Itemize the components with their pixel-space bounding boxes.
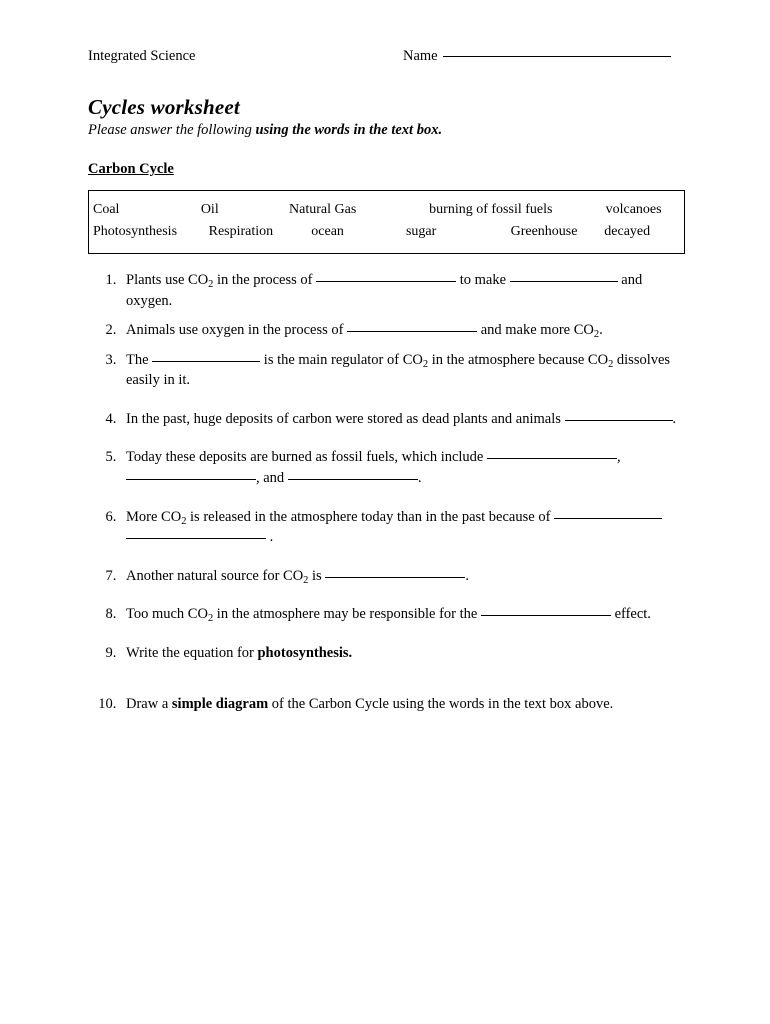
question-fragment: . — [465, 567, 469, 584]
question-fragment: and oxygen. — [126, 272, 643, 309]
instructions-plain: Please answer the following — [88, 122, 256, 138]
question-fragment: Draw a — [126, 695, 172, 712]
subscript: 2 — [608, 358, 614, 370]
question-text — [126, 645, 352, 661]
question-fragment: is released in the atmosphere today than in the past because of — [186, 508, 555, 525]
question-item-5 — [120, 447, 686, 488]
question-fragment: in the atmosphere may be responsible for the — [213, 606, 481, 623]
answer-blank[interactable] — [325, 577, 465, 578]
question-item-6 — [120, 507, 686, 548]
answer-blank[interactable] — [126, 538, 266, 539]
question-fragment: of the Carbon Cycle using the words in the text box above. — [268, 695, 614, 712]
subscript: 2 — [303, 574, 309, 586]
instructions-bold: using the words in the text box. — [255, 122, 443, 138]
answer-blank[interactable] — [510, 281, 618, 282]
subscript: 2 — [207, 613, 214, 625]
answer-blank[interactable] — [487, 458, 617, 459]
subscript: 2 — [422, 358, 429, 370]
question-text — [126, 411, 676, 427]
page-title: Cycles worksheet — [88, 95, 240, 119]
question-item-2 — [120, 320, 686, 341]
section-heading-carbon-cycle: Carbon Cycle — [88, 161, 174, 177]
question-fragment: effect. — [610, 606, 651, 623]
answer-blank[interactable] — [347, 331, 477, 332]
word-bank-item: burning of fossil fuels — [429, 202, 553, 217]
question-text — [126, 606, 651, 625]
word-bank-item: Greenhouse — [510, 224, 578, 239]
name-label: Name — [403, 48, 438, 64]
question-item-8 — [120, 604, 686, 625]
question-emphasis: photosynthesis. — [257, 644, 353, 661]
question-fragment: Animals use oxygen in the process of — [126, 322, 348, 339]
question-item-7 — [120, 566, 686, 587]
question-fragment: and make more CO — [477, 322, 594, 339]
subscript: 2 — [593, 329, 600, 341]
question-fragment: is the main regulator of CO — [260, 351, 423, 368]
question-fragment: is — [308, 567, 326, 584]
question-fragment: More CO — [126, 508, 182, 525]
word-bank-item: Photosynthesis — [93, 224, 178, 239]
word-bank-item: ocean — [311, 224, 344, 239]
subscript: 2 — [181, 515, 187, 527]
question-fragment: in the process of — [213, 272, 317, 288]
question-fragment: Write the equation for — [126, 644, 258, 661]
answer-blank[interactable] — [288, 479, 418, 480]
question-fragment: Too much CO — [126, 606, 208, 623]
question-fragment: , and — [256, 470, 288, 487]
question-fragment: Plants use CO — [126, 272, 209, 288]
question-fragment: to make — [456, 272, 510, 288]
answer-blank[interactable] — [481, 615, 611, 616]
question-text — [126, 352, 670, 389]
name-blank-line[interactable] — [443, 56, 671, 57]
question-text — [126, 322, 603, 341]
question-item-4 — [120, 409, 686, 430]
word-bank-item: decayed — [604, 224, 651, 239]
answer-blank[interactable] — [126, 479, 256, 480]
question-fragment: . — [417, 470, 422, 487]
word-bank-box — [88, 190, 685, 254]
word-bank-item: Respiration — [208, 224, 274, 239]
question-item-10 — [120, 694, 686, 715]
question-fragment: dissolves easily in it. — [126, 351, 671, 389]
question-item-9 — [120, 643, 686, 664]
question-list — [88, 270, 686, 714]
question-item-1 — [120, 270, 686, 311]
subscript: 2 — [208, 279, 214, 290]
question-fragment: in the atmosphere because CO — [428, 351, 609, 368]
question-text — [126, 568, 469, 584]
word-bank-row — [89, 199, 684, 221]
instructions — [88, 122, 686, 139]
word-bank-item: sugar — [405, 224, 437, 239]
word-bank-item: Coal — [93, 202, 120, 217]
answer-blank[interactable] — [316, 281, 456, 282]
question-fragment: Today these deposits are burned as fossil fuels, which include — [126, 449, 487, 466]
question-fragment: , — [617, 449, 621, 466]
question-text — [126, 272, 642, 309]
question-emphasis: simple diagram — [171, 695, 269, 712]
question-fragment: In the past, huge deposits of carbon were stored as dead plants and animals — [126, 410, 565, 427]
question-fragment: Another natural source for CO — [126, 567, 304, 584]
question-text — [126, 696, 613, 712]
word-bank-item: volcanoes — [605, 202, 662, 217]
answer-blank[interactable] — [554, 518, 662, 519]
question-fragment: . — [266, 529, 274, 546]
document-header — [88, 48, 686, 65]
answer-blank[interactable] — [152, 361, 260, 362]
word-bank-item: Oil — [200, 202, 219, 217]
question-fragment: . — [599, 322, 603, 339]
question-item-3 — [120, 350, 686, 391]
question-text — [126, 509, 662, 546]
question-text — [126, 449, 621, 486]
question-fragment: . — [672, 410, 677, 427]
answer-blank[interactable] — [565, 420, 673, 421]
word-bank-row — [89, 221, 684, 243]
course-title: Integrated Science — [88, 48, 196, 64]
word-bank-item: Natural Gas — [289, 202, 357, 217]
question-fragment: The — [126, 351, 153, 368]
